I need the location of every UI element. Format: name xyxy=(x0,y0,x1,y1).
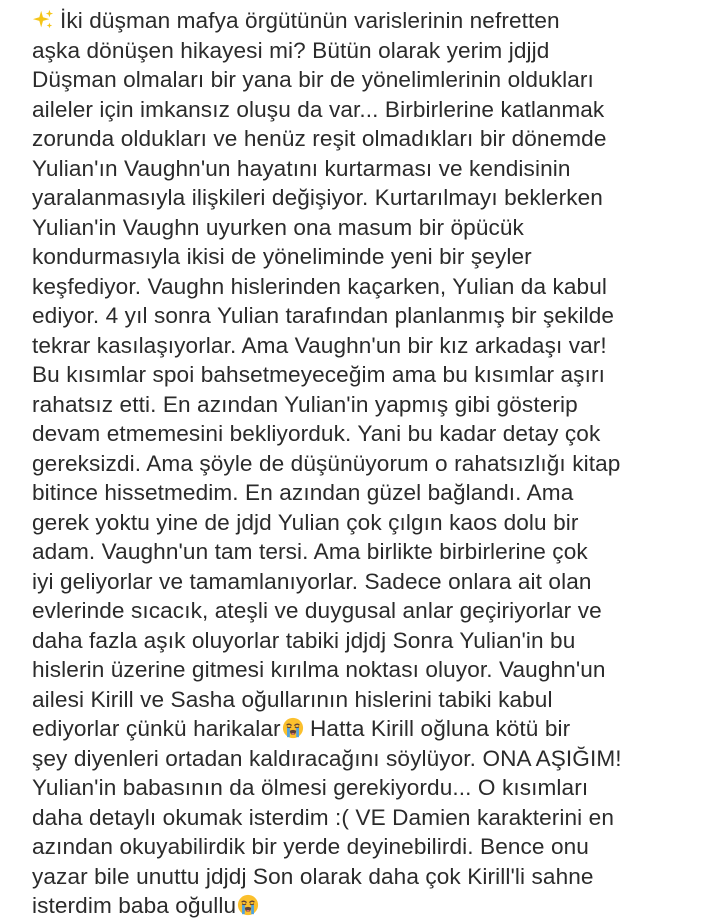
text-line: daha fazla aşık oluyorlar tabiki jdjdj Sonra Yulian'in bu xyxy=(32,627,576,653)
text-line: şey diyenleri ortadan kaldıracağını söylüyor. ONA AŞIĞIM! xyxy=(32,745,622,771)
text-line: iyi geliyorlar ve tamamlanıyorlar. Sadece onlara ait olan xyxy=(32,568,592,594)
text-line: zorunda oldukları ve henüz reşit olmadıkları bir dönemde xyxy=(32,126,607,151)
sparkles-icon xyxy=(32,9,54,31)
text-line: tekrar kasılaşıyorlar. Ama Vaughn'un bir kız arkadaşı var! xyxy=(32,332,607,358)
text-line: daha detaylı okumak isterdim :( VE Damien karakterini en xyxy=(32,804,614,830)
text-line: ailesi Kirill ve Sasha oğullarının hislerini tabiki kabul xyxy=(32,686,553,712)
text-line: rahatsız etti. En azından Yulian'in yapmış gibi gösterip xyxy=(32,391,578,417)
text-line: isterdim baba oğullu xyxy=(32,891,712,921)
text-line: Düşman olmaları bir yana bir de yönelimlerinin oldukları xyxy=(32,67,594,92)
text-line: Bu kısımlar spoi bahsetmeyeceğim ama bu kısımlar aşırı xyxy=(32,362,605,387)
text-line: bitince hissetmedim. En azından güzel bağlandı. Ama xyxy=(32,480,574,505)
text-line: İki düşman mafya örgütünün varislerinin nefretten xyxy=(32,6,712,36)
text-line: devam etmemesini bekliyorduk. Yani bu kadar detay çok xyxy=(32,421,601,446)
text-line: azından okuyabilirdik bir yerde deyinebilirdi. Bence onu xyxy=(32,834,589,859)
text-line: ediyor. 4 yıl sonra Yulian tarafından planlanmış bir şekilde xyxy=(32,303,615,328)
text-line: hislerin üzerine gitmesi kırılma noktası oluyor. Vaughn'un xyxy=(32,657,606,682)
text-line: yaralanmasıyla ilişkileri değişiyor. Kurtarılmayı beklerken xyxy=(32,185,603,210)
text-line: aileler için imkansız oluşu da var... Birbirlerine katlanmak xyxy=(32,96,605,122)
text-line: Yulian'in babasının da ölmesi gerekiyordu... O kısımları xyxy=(32,775,589,800)
text-line: adam. Vaughn'un tam tersi. Ama birlikte birbirlerine çok xyxy=(32,539,588,564)
post-text xyxy=(32,6,712,921)
text-line: ediyorlar çünkü harikalar Hatta Kirill oğluna kötü bir xyxy=(32,716,571,741)
text-line: yazar bile unuttu jdjdj Son olarak daha çok Kirill'li sahne xyxy=(32,863,594,889)
loudly-crying-face-icon xyxy=(237,894,259,916)
text-line: kondurmasıyla ikisi de yöneliminde yeni bir şeyler xyxy=(32,244,532,269)
text-line: gereksizdi. Ama şöyle de düşünüyorum o rahatsızlığı kitap xyxy=(32,450,621,476)
text-line: Yulian'in Vaughn uyurken ona masum bir öpücük xyxy=(32,214,524,240)
text-line: evlerinde sıcacık, ateşli ve duygusal anlar geçiriyorlar ve xyxy=(32,598,602,623)
text-line: gerek yoktu yine de jdjd Yulian çok çılgın kaos dolu bir xyxy=(32,509,579,535)
text-line: Yulian'ın Vaughn'un hayatını kurtarması ve kendisinin xyxy=(32,155,571,181)
text-line: keşfediyor. Vaughn hislerinden kaçarken, Yulian da kabul xyxy=(32,273,608,299)
text-line: aşka dönüşen hikayesi mi? Bütün olarak yerim jdjjd xyxy=(32,37,550,63)
loudly-crying-face-icon xyxy=(282,717,304,739)
